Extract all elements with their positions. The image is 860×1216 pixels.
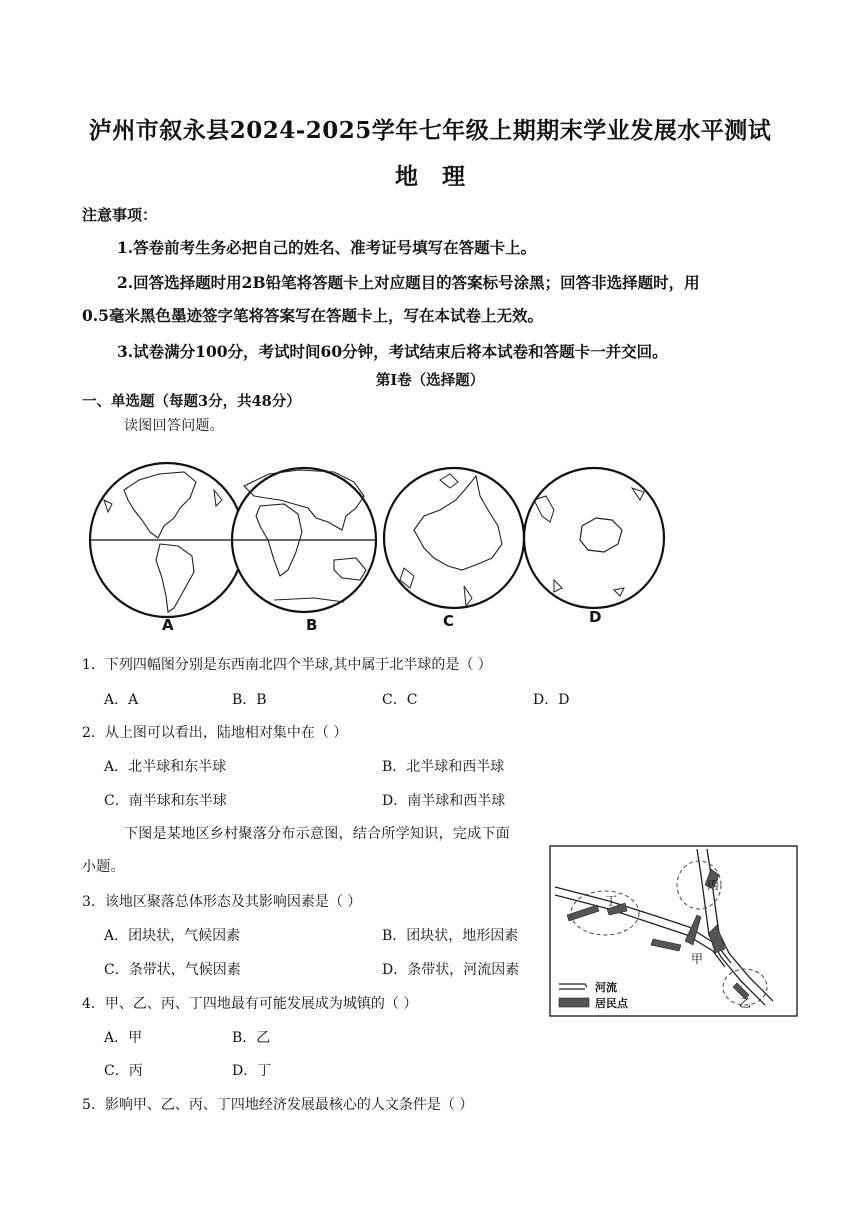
globe-b (232, 468, 376, 612)
map-label-yi: 乙 (739, 996, 752, 1010)
question-2: 2．从上图可以看出，陆地相对集中在（ ） (82, 725, 348, 741)
q3-option-b[interactable]: B．团块状，地形因素 (382, 928, 519, 944)
q4-option-c[interactable]: C．丙 (104, 1063, 143, 1079)
notice-item-2a: 2.回答选择题时用2B铅笔将答题卡上对应题目的答案标号涂黑；回答非选择题时，用 (117, 273, 700, 292)
part1-title: 第Ⅰ卷（选择题） (375, 372, 485, 389)
intro-read-map: 读图回答问题。 (124, 418, 225, 434)
q4-option-a[interactable]: A．甲 (104, 1030, 143, 1046)
globe-a (90, 463, 244, 617)
legend-river-label: 河流 (595, 981, 617, 994)
q3-option-a[interactable]: A．团块状，气候因素 (104, 928, 241, 944)
question-4: 4．甲、乙、丙、丁四地最有可能发展成为城镇的（ ） (82, 996, 418, 1012)
map-label-jia: 甲 (691, 952, 704, 966)
notice-item-3: 3.试卷满分100分，考试时间60分钟，考试结束后将本试卷和答题卡一并交回。 (117, 342, 668, 361)
intro-settlement-map: 下图是某地区乡村聚落分布示意图，结合所学知识，完成下面 (124, 826, 511, 842)
globe-c (384, 468, 524, 608)
settlement-map (549, 845, 799, 1019)
globe-label-c: C (443, 612, 455, 630)
notice-item-2b: 0.5毫米黑色墨迹签字笔将答案写在答题卡上，写在本试卷上无效。 (82, 306, 543, 325)
notice-heading: 注意事项： (82, 206, 158, 224)
legend-settlement-label: 居民点 (595, 997, 628, 1010)
q2-option-d[interactable]: D．南半球和西半球 (382, 793, 506, 809)
q4-option-b[interactable]: B．乙 (232, 1030, 271, 1046)
section-heading: 一、单选题（每题3分，共48分） (82, 393, 301, 410)
question-3: 3．该地区聚落总体形态及其影响因素是（ ） (82, 894, 362, 910)
q2-option-c[interactable]: C．南半球和东半球 (104, 793, 227, 809)
globe-label-d: D (589, 608, 602, 626)
q1-option-c[interactable]: C．C (382, 692, 418, 708)
q1-option-a[interactable]: A．A (104, 692, 139, 708)
q4-option-d[interactable]: D．丁 (232, 1063, 272, 1079)
notice-item-1: 1.答卷前考生务必把自己的姓名、准考证号填写在答题卡上。 (117, 238, 537, 257)
question-5: 5．影响甲、乙、丙、丁四地经济发展最核心的人文条件是（ ） (82, 1097, 474, 1113)
q3-option-c[interactable]: C．条带状，气候因素 (104, 962, 241, 978)
question-1: 1．下列四幅图分别是东西南北四个半球,其中属于北半球的是（ ） (82, 657, 492, 673)
map-label-ding: 丁 (605, 894, 618, 908)
intro-settlement-map-cont: 小题。 (82, 859, 125, 875)
map-label-bing: 丙 (707, 878, 720, 892)
globe-d (524, 468, 664, 608)
q3-option-d[interactable]: D．条带状，河流因素 (382, 962, 520, 978)
subject-title: 地理 (395, 163, 489, 190)
q2-option-b[interactable]: B．北半球和西半球 (382, 759, 505, 775)
q1-option-d[interactable]: D．D (533, 692, 570, 708)
globe-label-b: B (306, 616, 318, 632)
q2-option-a[interactable]: A．北半球和东半球 (104, 759, 227, 775)
hemispheres-figure (84, 460, 674, 632)
q1-option-b[interactable]: B．B (232, 692, 267, 708)
globe-label-a: A (162, 616, 174, 632)
exam-title: 泸州市叙永县2024-2025学年七年级上期期末学业发展水平测试 (88, 117, 772, 144)
